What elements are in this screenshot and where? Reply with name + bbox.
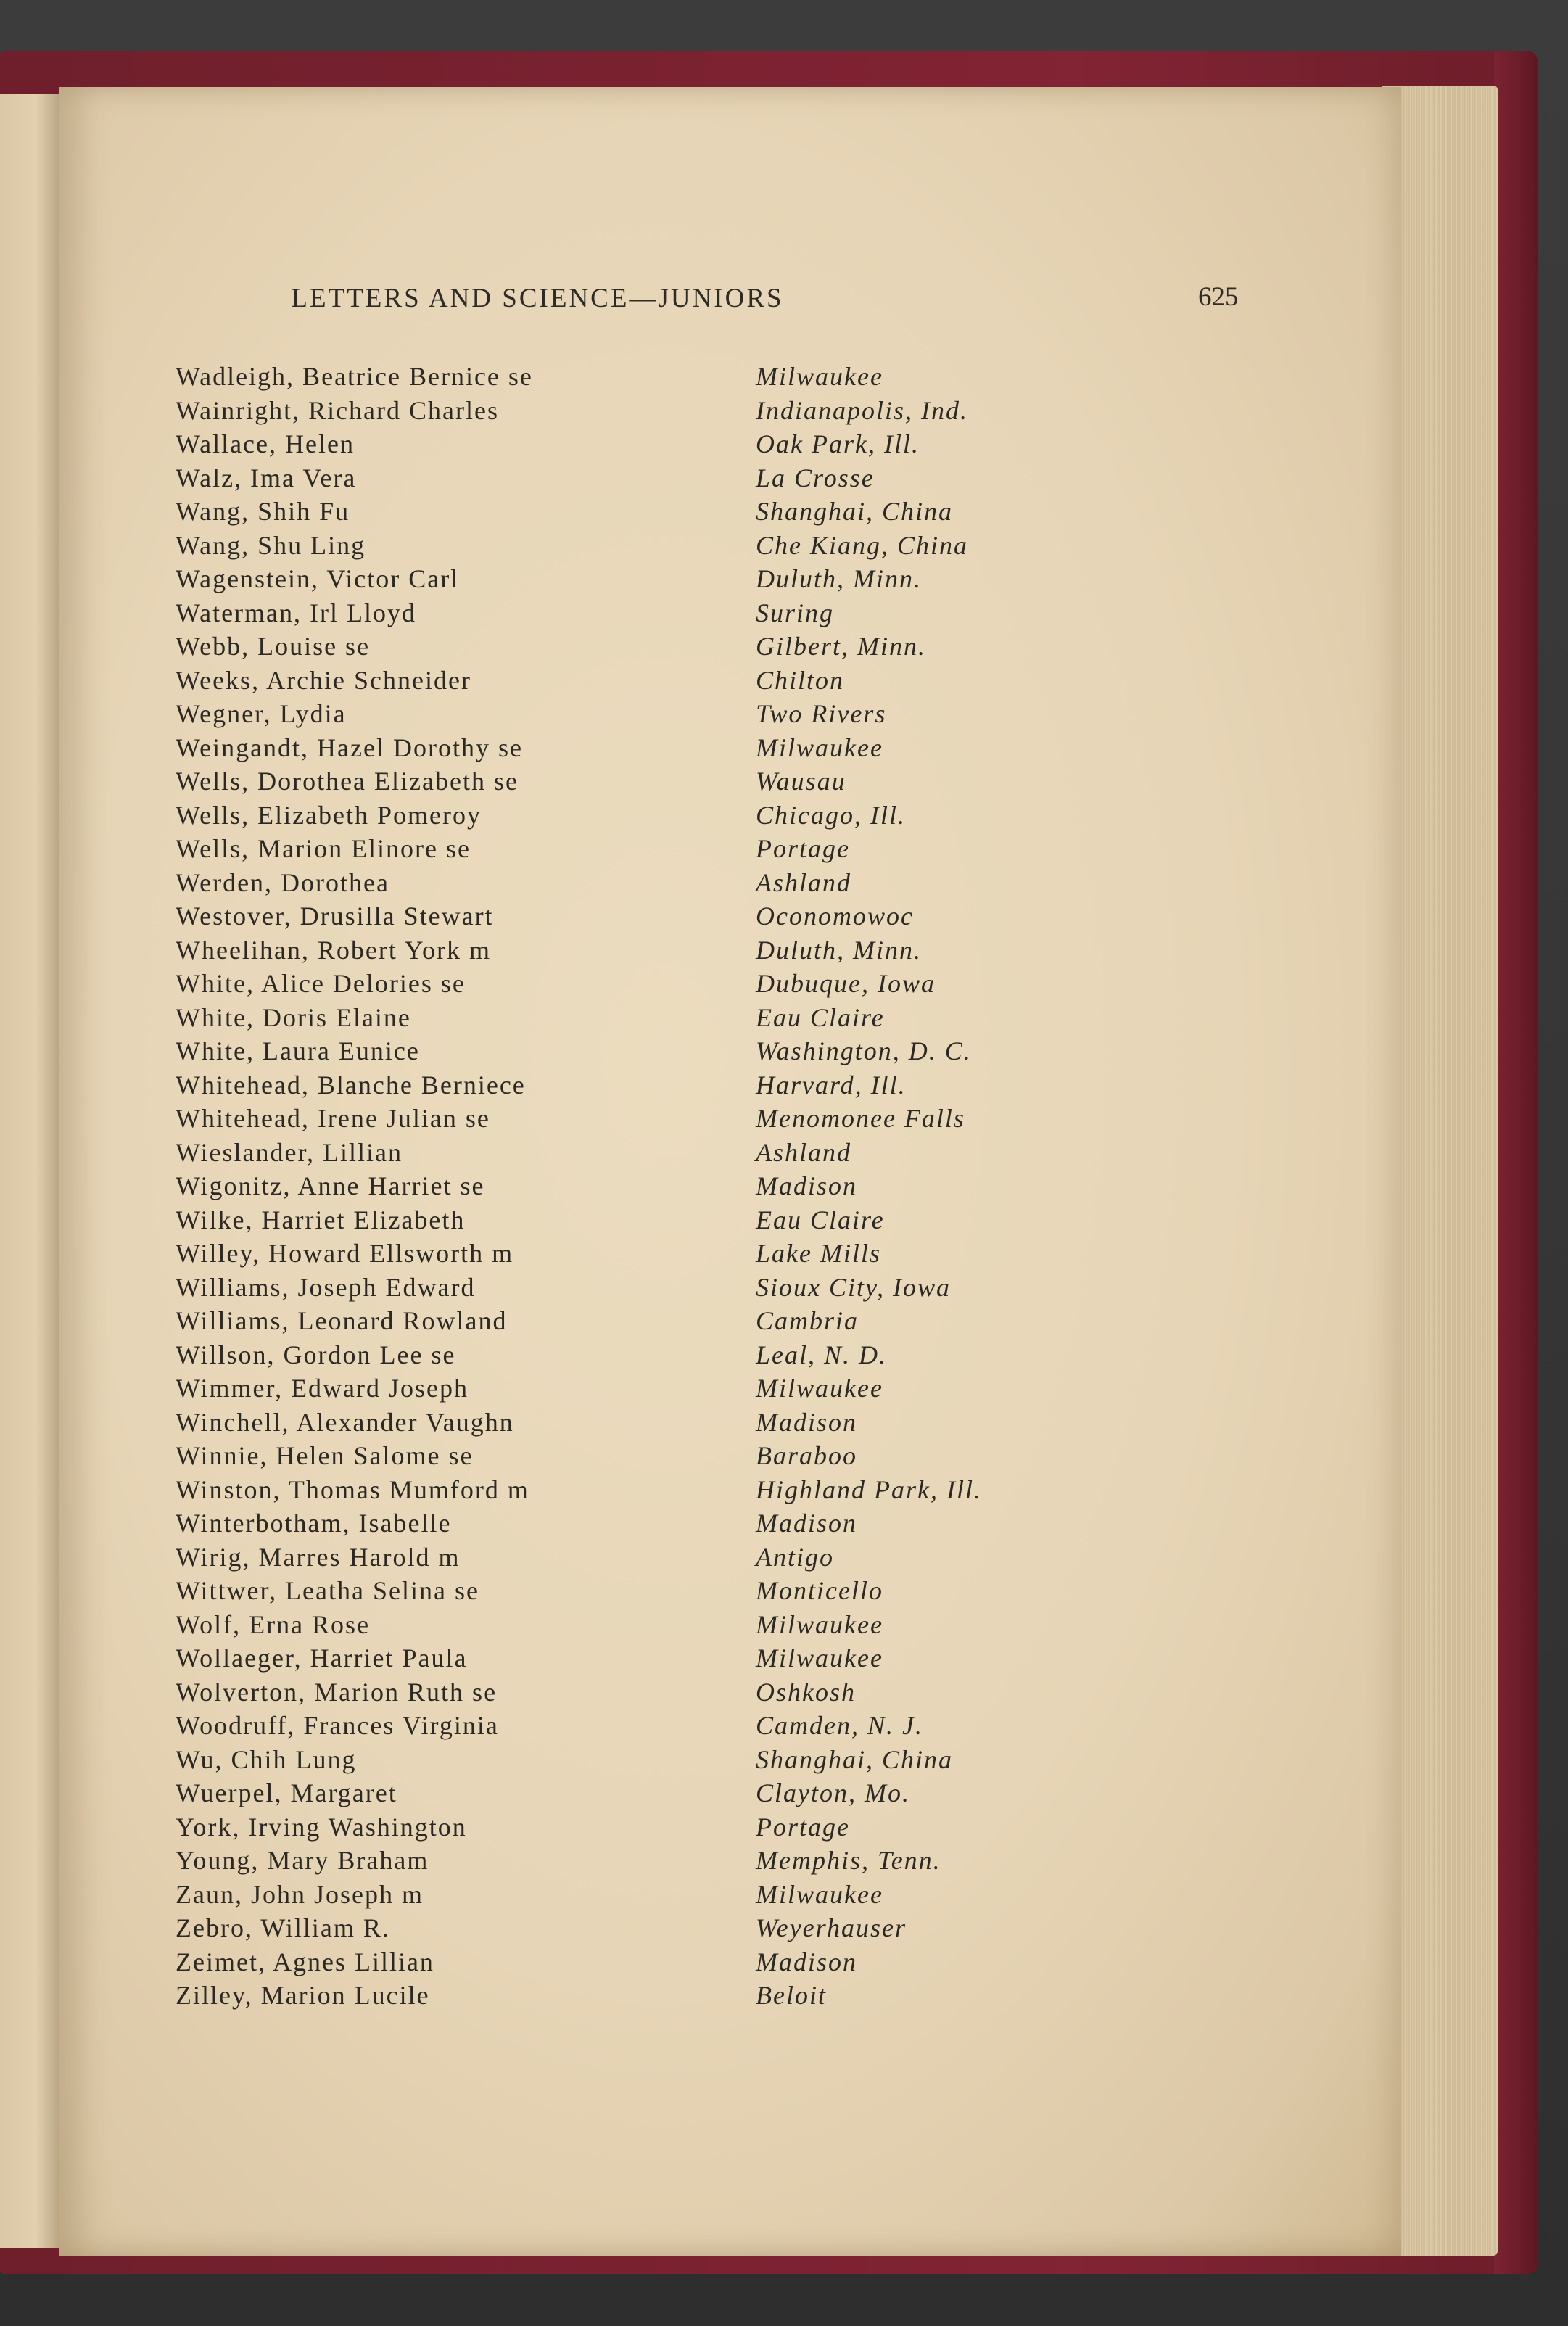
list-item <box>176 1508 1227 1542</box>
student-name: Wolverton, Marion Ruth se <box>176 1677 498 1707</box>
list-item <box>176 1205 1227 1239</box>
hometown: Eau Claire <box>756 1205 885 1234</box>
student-name: Wilke, Harriet Elizabeth <box>176 1205 466 1234</box>
student-name: Willey, Howard Ellsworth m <box>176 1239 514 1268</box>
student-name: Wigonitz, Anne Harriet se <box>176 1171 485 1200</box>
student-name: Wang, Shih Fu <box>176 497 350 526</box>
list-item <box>176 1980 1227 2014</box>
hometown: Suring <box>756 598 835 627</box>
student-name: Westover, Drusilla Stewart <box>176 902 494 931</box>
student-name: Weingandt, Hazel Dorothy se <box>176 733 523 762</box>
student-name: Werden, Dorothea <box>176 867 389 897</box>
hometown: Milwaukee <box>756 362 883 391</box>
student-name: Wimmer, Edward Joseph <box>176 1374 469 1403</box>
list-item <box>176 1744 1227 1778</box>
hometown: Monticello <box>756 1576 883 1605</box>
student-name: Waterman, Irl Lloyd <box>176 598 416 627</box>
hometown: Madison <box>756 1947 857 1976</box>
list-item <box>176 429 1227 463</box>
student-name: Wells, Marion Elinore se <box>176 834 471 863</box>
student-name: Wells, Dorothea Elizabeth se <box>176 767 519 796</box>
hometown: Oshkosh <box>756 1677 856 1707</box>
list-item <box>176 698 1227 733</box>
list-item <box>176 1542 1227 1576</box>
student-name: Wollaeger, Harriet Paula <box>176 1644 468 1673</box>
hometown: Dubuque, Iowa <box>756 969 936 998</box>
list-item <box>176 1677 1227 1711</box>
list-item <box>176 1913 1227 1947</box>
list-item <box>176 733 1227 767</box>
hometown: Highland Park, Ill. <box>756 1475 982 1504</box>
student-name: Wieslander, Lillian <box>176 1137 403 1167</box>
student-name: Wallace, Helen <box>176 429 355 458</box>
list-item <box>176 1778 1227 1812</box>
student-name: Willson, Gordon Lee se <box>176 1340 456 1369</box>
list-item <box>176 598 1227 632</box>
hometown: Clayton, Mo. <box>756 1778 910 1807</box>
list-item <box>176 1475 1227 1509</box>
student-name: Wells, Elizabeth Pomeroy <box>176 800 482 830</box>
student-name: Winston, Thomas Mumford m <box>176 1475 529 1504</box>
list-item <box>176 1272 1227 1306</box>
list-item <box>176 1137 1227 1171</box>
hometown: Sioux City, Iowa <box>756 1272 951 1302</box>
student-name: York, Irving Washington <box>176 1812 467 1842</box>
list-item <box>176 530 1227 564</box>
list-item <box>176 766 1227 800</box>
student-name: Zebro, William R. <box>176 1913 390 1942</box>
list-item <box>176 901 1227 935</box>
list-item <box>176 1002 1227 1036</box>
list-item <box>176 496 1227 530</box>
hometown: Chicago, Ill. <box>756 800 906 830</box>
hometown: Indianapolis, Ind. <box>756 395 968 425</box>
list-item <box>176 395 1227 429</box>
student-name: Young, Mary Braham <box>176 1846 429 1875</box>
hometown: Harvard, Ill. <box>756 1070 907 1100</box>
student-name: Whitehead, Blanche Berniece <box>176 1070 526 1100</box>
hometown: Chilton <box>756 665 845 695</box>
hometown: Wausau <box>756 767 846 796</box>
page-number: 625 <box>1198 282 1239 312</box>
list-item <box>176 1575 1227 1609</box>
list-item <box>176 935 1227 969</box>
list-item <box>176 1643 1227 1677</box>
list-item <box>176 1340 1227 1374</box>
book-cover-edge <box>1494 51 1538 2274</box>
list-item <box>176 1036 1227 1070</box>
hometown: La Crosse <box>756 463 875 492</box>
list-item <box>176 833 1227 867</box>
hometown: Portage <box>756 834 850 863</box>
student-name: Whitehead, Irene Julian se <box>176 1104 490 1133</box>
list-item <box>176 1171 1227 1205</box>
hometown: Madison <box>756 1407 857 1437</box>
list-item <box>176 1879 1227 1913</box>
list-item <box>176 1710 1227 1744</box>
student-name: Wainright, Richard Charles <box>176 395 499 425</box>
hometown: Baraboo <box>756 1441 857 1470</box>
list-item <box>176 631 1227 665</box>
student-name: Winchell, Alexander Vaughn <box>176 1407 514 1437</box>
student-name: Wu, Chih Lung <box>176 1744 357 1774</box>
student-name: Winnie, Helen Salome se <box>176 1441 474 1470</box>
list-item <box>176 1845 1227 1879</box>
student-name: Weeks, Archie Schneider <box>176 665 471 695</box>
hometown: Oconomowoc <box>756 902 914 931</box>
hometown: Eau Claire <box>756 1002 885 1032</box>
student-name: Wang, Shu Ling <box>176 530 366 560</box>
hometown: Milwaukee <box>756 1879 883 1909</box>
student-name: Zeimet, Agnes Lillian <box>176 1947 434 1976</box>
hometown: Portage <box>756 1812 850 1842</box>
hometown: Duluth, Minn. <box>756 564 922 593</box>
hometown: Milwaukee <box>756 1609 883 1639</box>
student-list <box>176 361 1227 2014</box>
student-name: Walz, Ima Vera <box>176 463 357 492</box>
student-name: Williams, Leonard Rowland <box>176 1306 508 1335</box>
list-item <box>176 564 1227 598</box>
hometown: Shanghai, China <box>756 497 954 526</box>
student-name: Wittwer, Leatha Selina se <box>176 1576 479 1605</box>
student-name: Wagenstein, Victor Carl <box>176 564 460 593</box>
list-item <box>176 1070 1227 1104</box>
hometown: Che Kiang, China <box>756 530 969 560</box>
hometown: Leal, N. D. <box>756 1340 888 1369</box>
student-name: Wadleigh, Beatrice Bernice se <box>176 362 533 391</box>
hometown: Shanghai, China <box>756 1744 954 1774</box>
hometown: Ashland <box>756 1137 852 1167</box>
hometown: Milwaukee <box>756 1374 883 1403</box>
list-item <box>176 1238 1227 1272</box>
list-item <box>176 800 1227 834</box>
facing-page-edge <box>0 94 59 2248</box>
student-name: Wheelihan, Robert York m <box>176 935 491 965</box>
list-item <box>176 361 1227 395</box>
list-item <box>176 867 1227 902</box>
hometown: Two Rivers <box>756 699 887 728</box>
list-item <box>176 1306 1227 1340</box>
list-item <box>176 1103 1227 1137</box>
hometown: Lake Mills <box>756 1239 881 1268</box>
hometown: Milwaukee <box>756 733 883 762</box>
student-name: Woodruff, Frances Virginia <box>176 1711 499 1740</box>
list-item <box>176 1947 1227 1981</box>
hometown: Menomonee Falls <box>756 1104 965 1133</box>
hometown: Camden, N. J. <box>756 1711 923 1740</box>
running-title: LETTERS AND SCIENCE—JUNIORS <box>291 284 784 313</box>
student-name: Wirig, Marres Harold m <box>176 1542 461 1572</box>
list-item <box>176 665 1227 699</box>
student-name: White, Doris Elaine <box>176 1002 411 1032</box>
hometown: Ashland <box>756 867 852 897</box>
student-name: White, Laura Eunice <box>176 1036 420 1065</box>
student-name: Wolf, Erna Rose <box>176 1609 371 1639</box>
list-item <box>176 1440 1227 1475</box>
hometown: Madison <box>756 1509 857 1538</box>
list-item <box>176 1373 1227 1407</box>
student-name: Winterbotham, Isabelle <box>176 1509 452 1538</box>
hometown: Madison <box>756 1171 857 1200</box>
student-name: Wuerpel, Margaret <box>176 1778 397 1807</box>
list-item <box>176 1812 1227 1846</box>
hometown: Antigo <box>756 1542 834 1572</box>
student-name: Zilley, Marion Lucile <box>176 1981 430 2010</box>
hometown: Gilbert, Minn. <box>756 632 926 661</box>
book-page <box>59 87 1401 2256</box>
hometown: Weyerhauser <box>756 1913 907 1942</box>
student-name: Wegner, Lydia <box>176 699 347 728</box>
student-name: Zaun, John Joseph m <box>176 1879 424 1909</box>
hometown: Oak Park, Ill. <box>756 429 920 458</box>
hometown: Washington, D. C. <box>756 1036 972 1065</box>
student-name: Williams, Joseph Edward <box>176 1272 476 1302</box>
hometown: Memphis, Tenn. <box>756 1846 941 1875</box>
student-name: White, Alice Delories se <box>176 969 466 998</box>
student-name: Webb, Louise se <box>176 632 371 661</box>
list-item <box>176 1407 1227 1441</box>
hometown: Milwaukee <box>756 1644 883 1673</box>
hometown: Beloit <box>756 1981 827 2010</box>
list-item <box>176 968 1227 1002</box>
list-item <box>176 1609 1227 1644</box>
hometown: Duluth, Minn. <box>756 935 922 965</box>
hometown: Cambria <box>756 1306 859 1335</box>
list-item <box>176 463 1227 497</box>
